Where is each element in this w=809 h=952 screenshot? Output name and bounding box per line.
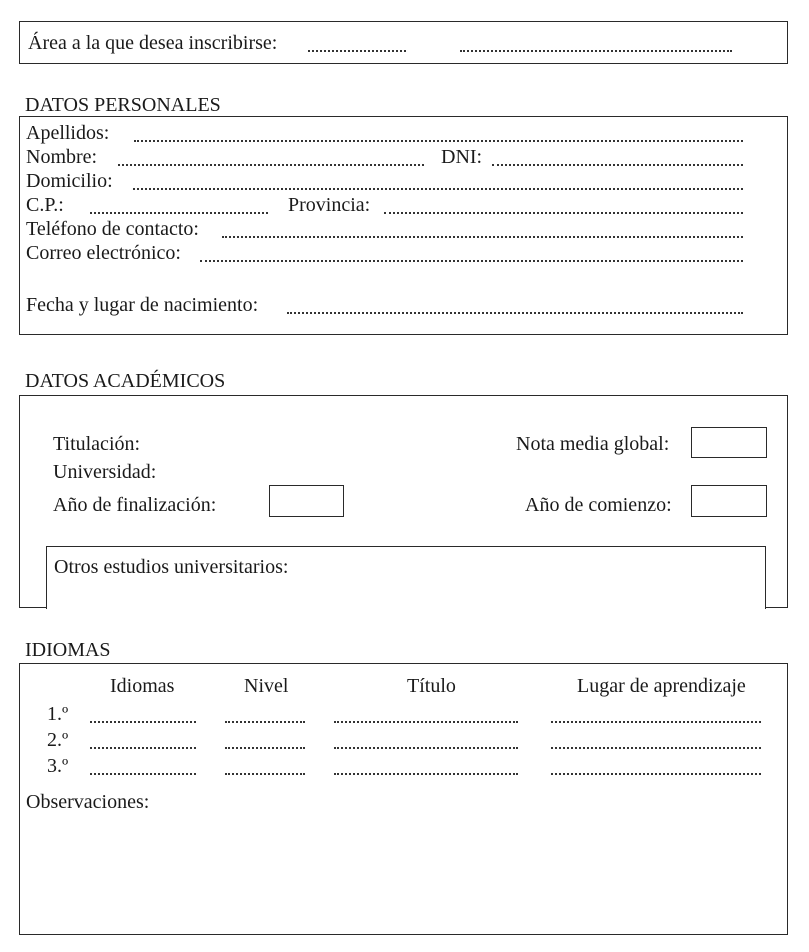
- titulo-field[interactable]: [334, 773, 518, 775]
- nombre-label: Nombre:: [26, 146, 98, 168]
- apellidos-field[interactable]: [134, 140, 743, 142]
- languages-heading: IDIOMAS: [25, 639, 111, 661]
- observaciones-label: Observaciones:: [26, 791, 150, 813]
- idioma-field[interactable]: [90, 747, 196, 749]
- observaciones-area[interactable]: [24, 816, 782, 928]
- comienzo-label: Año de comienzo:: [525, 494, 672, 516]
- domicilio-field[interactable]: [133, 188, 743, 190]
- provincia-field[interactable]: [384, 212, 743, 214]
- idioma-field[interactable]: [90, 773, 196, 775]
- otros-label: Otros estudios universitarios:: [54, 556, 289, 578]
- nivel-field[interactable]: [225, 747, 305, 749]
- cp-label: C.P.:: [26, 194, 64, 216]
- correo-label: Correo electrónico:: [26, 242, 181, 264]
- titulacion-label: Titulación:: [53, 433, 141, 455]
- titulo-field[interactable]: [334, 747, 518, 749]
- col-lugar: Lugar de aprendizaje: [577, 675, 746, 697]
- nombre-field[interactable]: [118, 164, 424, 166]
- nivel-field[interactable]: [225, 721, 305, 723]
- cp-field[interactable]: [90, 212, 268, 214]
- col-idiomas: Idiomas: [110, 675, 175, 697]
- lugar-field[interactable]: [551, 721, 761, 723]
- col-nivel: Nivel: [244, 675, 289, 697]
- apellidos-label: Apellidos:: [26, 122, 110, 144]
- lugar-field[interactable]: [551, 773, 761, 775]
- provincia-label: Provincia:: [288, 194, 371, 216]
- area-field-2[interactable]: [460, 50, 732, 52]
- personal-heading: DATOS PERSONALES: [25, 94, 221, 116]
- row-number: 1.º: [47, 703, 69, 725]
- domicilio-label: Domicilio:: [26, 170, 113, 192]
- telefono-field[interactable]: [222, 236, 743, 238]
- row-number: 2.º: [47, 729, 69, 751]
- dni-field[interactable]: [492, 164, 743, 166]
- finalizacion-label: Año de finalización:: [53, 494, 217, 516]
- academic-heading: DATOS ACADÉMICOS: [25, 370, 226, 392]
- nota-label: Nota media global:: [516, 433, 670, 455]
- comienzo-field[interactable]: [691, 485, 767, 517]
- titulo-field[interactable]: [334, 721, 518, 723]
- area-label: Área a la que desea inscribirse:: [28, 32, 278, 54]
- nivel-field[interactable]: [225, 773, 305, 775]
- universidad-label: Universidad:: [53, 461, 157, 483]
- telefono-label: Teléfono de contacto:: [26, 218, 199, 240]
- col-titulo: Título: [407, 675, 456, 697]
- nota-field[interactable]: [691, 427, 767, 458]
- area-field-1[interactable]: [308, 50, 406, 52]
- idioma-field[interactable]: [90, 721, 196, 723]
- dni-label: DNI:: [441, 146, 483, 168]
- row-number: 3.º: [47, 755, 69, 777]
- lugar-field[interactable]: [551, 747, 761, 749]
- fecha-field[interactable]: [287, 312, 743, 314]
- finalizacion-field[interactable]: [269, 485, 344, 517]
- correo-field[interactable]: [200, 260, 743, 262]
- fecha-label: Fecha y lugar de nacimiento:: [26, 294, 259, 316]
